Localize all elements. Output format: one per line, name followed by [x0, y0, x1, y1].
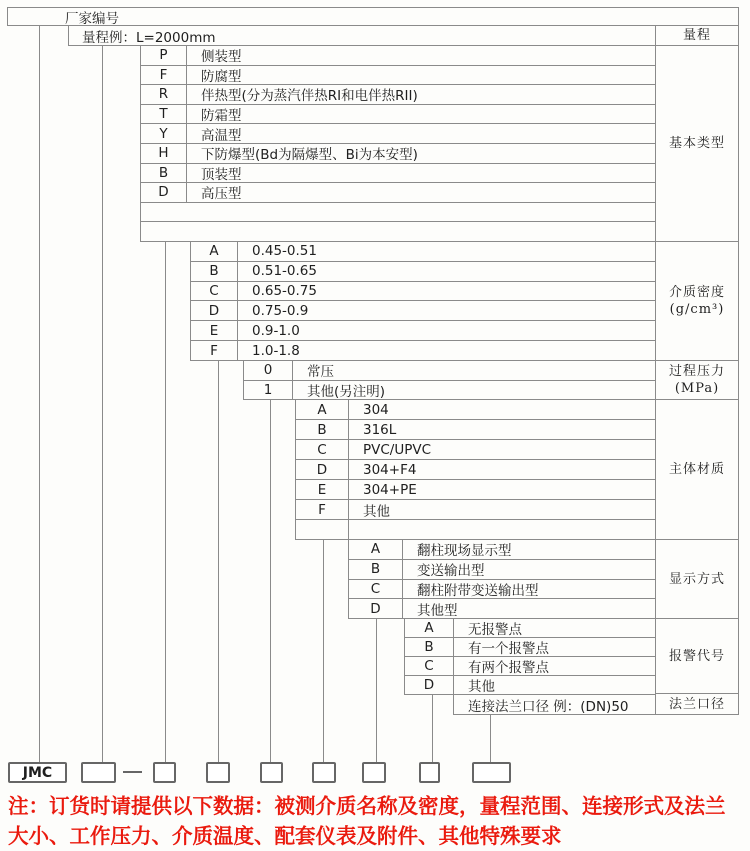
- table-row: [141, 143, 655, 163]
- model-code-box-material: [312, 762, 336, 783]
- connector-line: [323, 540, 324, 762]
- connector-line: [165, 242, 166, 762]
- label-text: 显示方式: [668, 571, 725, 587]
- material-code: B: [296, 420, 349, 439]
- order-note: [8, 791, 748, 851]
- label-text: 报警代号: [668, 648, 725, 664]
- side-label-density: [656, 242, 738, 361]
- label-text: 法兰口径: [668, 696, 725, 712]
- type-code: R: [141, 85, 187, 104]
- model-prefix-box: [8, 762, 67, 783]
- table-row: [296, 499, 655, 519]
- range-example-text: 量程例：L=2000mm: [82, 29, 216, 46]
- pressure-code: 0: [244, 361, 293, 380]
- model-code-box-range: [81, 762, 116, 783]
- empty-cell: [141, 222, 655, 241]
- display-mode-table: [348, 539, 656, 619]
- table-row: [141, 104, 655, 124]
- density-code: F: [191, 341, 238, 360]
- type-code: F: [141, 66, 187, 85]
- type-code: H: [141, 144, 187, 163]
- type-code: Y: [141, 124, 187, 143]
- alarm-desc: 其他: [468, 679, 495, 694]
- material-desc: 304: [363, 401, 389, 418]
- type-code: T: [141, 105, 187, 124]
- pressure-desc: 常压: [307, 364, 334, 380]
- table-row: [349, 579, 655, 599]
- material-desc: 304+PE: [363, 481, 417, 498]
- order-note-line1: 注：订货时请提供以下数据：被测介质名称及密度，量程范围、连接形式及法兰: [8, 794, 726, 818]
- flange-size-table: [453, 694, 656, 715]
- model-dash: [123, 771, 142, 773]
- table-row: [454, 695, 655, 714]
- label-text: 量程: [682, 28, 711, 43]
- material-code: F: [296, 500, 349, 519]
- table-row: [191, 281, 655, 301]
- side-label-pressure: [656, 361, 738, 400]
- pressure-table: [243, 360, 656, 400]
- model-code-box-display: [362, 762, 386, 783]
- empty-cell: [349, 520, 655, 539]
- type-desc: 高温型: [201, 127, 242, 143]
- density-range: 1.0-1.8: [252, 342, 300, 359]
- connector-line: [39, 26, 40, 762]
- model-code-box-density: [206, 762, 230, 783]
- density-range: 0.45-0.51: [252, 243, 317, 260]
- type-code: P: [141, 46, 187, 65]
- display-code: C: [349, 580, 403, 599]
- side-label-basic-type: [656, 46, 738, 242]
- table-row: [141, 182, 655, 202]
- density-range: 0.75-0.9: [252, 302, 309, 319]
- display-desc: 变送输出型: [417, 563, 485, 579]
- table-row: [349, 598, 655, 618]
- alarm-desc: 有一个报警点: [468, 641, 549, 656]
- connector-line: [270, 400, 271, 762]
- model-code-box-flange: [472, 762, 511, 783]
- type-desc: 下防爆型(Bd为隔爆型、Bi为本安型): [201, 147, 418, 163]
- alarm-desc: 有两个报警点: [468, 660, 549, 675]
- connector-line: [376, 619, 377, 762]
- type-desc: 防腐型: [201, 68, 242, 85]
- empty-cell: [141, 203, 655, 222]
- table-row: [191, 300, 655, 320]
- table-row: [296, 400, 655, 419]
- table-row: [244, 380, 655, 400]
- material-table: [295, 399, 656, 540]
- density-code: E: [191, 321, 238, 340]
- flange-desc: 连接法兰口径 例：(DN)50: [468, 698, 629, 714]
- display-desc: 其他型: [417, 602, 458, 618]
- density-range: 0.65-0.75: [252, 283, 317, 300]
- material-desc: 316L: [363, 421, 397, 438]
- type-desc: 高压型: [201, 186, 242, 202]
- alarm-code: C: [405, 657, 454, 675]
- model-code-box-pressure: [260, 762, 283, 783]
- connector-line: [490, 715, 491, 762]
- table-row: [296, 459, 655, 479]
- density-code: C: [191, 282, 238, 301]
- side-label-range: [656, 26, 738, 46]
- model-prefix: JMC: [22, 764, 53, 781]
- density-table: [190, 241, 656, 361]
- table-row: [349, 540, 655, 559]
- side-label-material: [656, 400, 738, 540]
- order-note-line2: 大小、工作压力、介质温度、配套仪表及附件、其他特殊要求: [8, 824, 562, 848]
- material-desc: 304+F4: [363, 461, 417, 478]
- empty-row: [141, 202, 655, 222]
- material-desc: 其他: [363, 503, 390, 519]
- table-row: [141, 163, 655, 183]
- table-row: [191, 261, 655, 281]
- alarm-desc: 无报警点: [468, 622, 522, 637]
- side-label-flange: [656, 694, 738, 714]
- type-desc: 防霜型: [201, 108, 242, 124]
- material-code: D: [296, 460, 349, 479]
- type-desc: 伴热型(分为蒸汽伴热RI和电伴热RII): [201, 88, 418, 104]
- density-code: B: [191, 262, 238, 281]
- label-text: 过程压力: [668, 364, 725, 379]
- label-unit: (MPa): [674, 381, 720, 396]
- alarm-code: B: [405, 638, 454, 656]
- material-code: E: [296, 480, 349, 499]
- table-row: [296, 479, 655, 499]
- type-desc: 顶装型: [201, 166, 242, 183]
- label-text: 基本类型: [668, 136, 725, 151]
- density-code: D: [191, 301, 238, 320]
- table-row: [244, 361, 655, 380]
- connector-line: [218, 361, 219, 762]
- type-desc: 侧装型: [201, 49, 242, 65]
- model-code-box-basic-type: [153, 762, 176, 783]
- connector-line: [432, 695, 433, 762]
- table-row: [349, 559, 655, 579]
- side-label-column: [656, 25, 739, 715]
- table-row: [296, 419, 655, 439]
- table-row: [296, 439, 655, 459]
- basic-type-table: [140, 45, 656, 242]
- label-text: 介质密度: [668, 285, 725, 300]
- material-code: A: [296, 400, 349, 419]
- alarm-code: A: [405, 619, 454, 637]
- pressure-code: 1: [244, 381, 293, 400]
- display-code: B: [349, 560, 403, 579]
- factory-code-label: 厂家编号: [65, 10, 119, 27]
- range-example-row: [68, 25, 656, 46]
- table-row: [191, 242, 655, 261]
- table-row: [191, 320, 655, 340]
- alarm-code: D: [405, 676, 454, 694]
- table-row: [405, 656, 655, 675]
- display-desc: 翻柱附带变送输出型: [417, 582, 539, 599]
- factory-code-box: [7, 7, 739, 26]
- table-row: [141, 84, 655, 104]
- material-code: C: [296, 440, 349, 459]
- table-row: [141, 123, 655, 143]
- empty-row: [296, 519, 655, 539]
- table-row: [141, 46, 655, 65]
- label-unit: (g/cm³): [669, 302, 725, 317]
- side-label-display: [656, 540, 738, 619]
- side-label-alarm: [656, 619, 738, 694]
- density-range: 0.9-1.0: [252, 322, 300, 339]
- density-code: A: [191, 242, 238, 261]
- table-row: [405, 675, 655, 694]
- display-code: A: [349, 540, 403, 559]
- table-row: [141, 65, 655, 85]
- empty-row: [141, 221, 655, 241]
- model-code-box-alarm: [419, 762, 440, 783]
- type-code: B: [141, 164, 187, 183]
- connector-line: [102, 46, 103, 762]
- type-code: D: [141, 183, 187, 202]
- density-range: 0.51-0.65: [252, 263, 317, 280]
- table-row: [405, 619, 655, 637]
- material-desc: PVC/UPVC: [363, 441, 432, 458]
- alarm-code-table: [404, 618, 656, 695]
- pressure-desc: 其他(另注明): [307, 383, 386, 399]
- display-desc: 翻柱现场显示型: [417, 543, 512, 559]
- label-text: 主体材质: [668, 462, 725, 477]
- display-code: D: [349, 599, 403, 618]
- table-row: [405, 637, 655, 656]
- table-row: [191, 340, 655, 360]
- empty-cell: [296, 520, 349, 539]
